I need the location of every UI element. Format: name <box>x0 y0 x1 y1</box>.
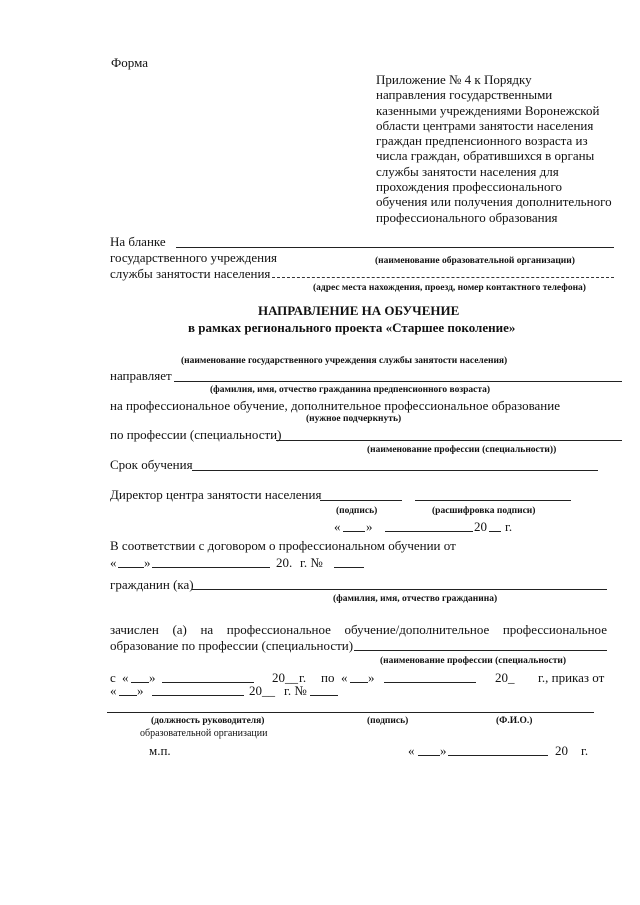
citizen-fio-line[interactable] <box>192 589 607 590</box>
form-label: Форма <box>111 55 148 70</box>
footer-month-line[interactable] <box>448 755 548 756</box>
order-day-line[interactable] <box>119 695 137 696</box>
period-from-close: » <box>149 670 156 685</box>
appendix-line: Приложение № 4 к Порядку <box>376 72 532 87</box>
director-signature-line[interactable] <box>320 500 402 501</box>
order-num-label: г. № <box>284 683 307 698</box>
footer-date-close: » <box>440 743 447 758</box>
profession-label: по профессии (специальности) <box>110 427 282 442</box>
appendix-line: казенными учреждениями Воронежской <box>376 102 600 118</box>
director-year-line[interactable] <box>489 531 501 532</box>
director-date-close: » <box>366 519 373 534</box>
institution-hint: (наименование государственного учреждения службы занятости населения) <box>181 356 508 366</box>
contract-year: 20. <box>276 555 293 570</box>
term-line[interactable] <box>192 470 598 471</box>
signature-decode-hint: (расшифровка подписи) <box>432 506 536 516</box>
org-name-line[interactable] <box>176 247 614 248</box>
appendix-line: прохождения профессионального <box>376 179 563 195</box>
period-to-close: » <box>368 670 375 685</box>
period-from-month-line[interactable] <box>162 682 254 683</box>
director-name-line[interactable] <box>415 500 571 501</box>
appendix-block <box>376 72 626 225</box>
contract-date-close: » <box>144 555 151 570</box>
period-from-year: 20__ <box>272 670 298 685</box>
appendix-line: граждан предпенсионного возраста из <box>376 133 588 149</box>
profession-hint-2: (наименование профессии (специальности) <box>380 656 567 666</box>
document-title: НАПРАВЛЕНИЕ НА ОБУЧЕНИЕ <box>258 303 460 318</box>
address-line[interactable] <box>272 277 614 278</box>
enrolled-word: профессиональное <box>502 622 607 637</box>
period-to-label: по <box>321 670 335 685</box>
footer-signature-hint: (подпись) <box>367 716 409 726</box>
director-date-open: « <box>334 519 341 534</box>
enrolled-word: на <box>200 622 214 637</box>
profession-hint: (наименование профессии (специальности)) <box>367 445 557 455</box>
citizen-name-line[interactable] <box>174 381 622 382</box>
address-hint: (адрес места нахождения, проезд, номер контактного телефона) <box>313 283 586 293</box>
stamp-label: м.п. <box>149 743 171 758</box>
enrolled-profession-line[interactable] <box>354 650 607 651</box>
order-year: 20__ <box>249 683 275 698</box>
blank-label-line2: государственного учреждения <box>110 250 278 265</box>
citizen-hint: (фамилия, имя, отчество гражданина предпенсионного возраста) <box>210 385 491 395</box>
footer-date-open: « <box>408 743 415 758</box>
fio-hint: (Ф.И.О.) <box>496 716 533 726</box>
period-to-open: « <box>341 670 348 685</box>
appendix-line: службы занятости населения для <box>376 163 559 179</box>
footer-day-line[interactable] <box>418 755 440 756</box>
contract-date-open: « <box>110 555 117 570</box>
position-hint-line1: (должность руководителя) <box>151 716 265 726</box>
period-to-month-line[interactable] <box>384 682 476 683</box>
footer-signature-line[interactable] <box>107 712 594 713</box>
enrolled-word: (а) <box>172 622 187 637</box>
contract-text: В соответствии с договором о профессиональном обучении от <box>110 538 456 553</box>
director-year-suffix: г. <box>505 519 513 534</box>
enrolled-word: обучение/дополнительное <box>344 622 490 637</box>
blank-label-line3: службы занятости населения <box>110 266 271 281</box>
blank-label-line1: На бланке <box>110 234 166 249</box>
period-to-day-line[interactable] <box>350 682 368 683</box>
sends-label: направляет <box>110 368 172 383</box>
contract-num-line[interactable] <box>334 567 364 568</box>
term-label: Срок обучения <box>110 457 193 472</box>
appendix-line: направления государственными <box>376 87 553 103</box>
order-label: г., приказ от <box>538 670 605 685</box>
period-to-year: 20_ <box>495 670 515 685</box>
director-year: 20 <box>474 519 487 534</box>
training-type: на профессиональное обучение, дополнительное профессиональное образование <box>110 398 560 413</box>
footer-year-suffix: г. <box>581 743 589 758</box>
order-date-open: « <box>110 683 117 698</box>
contract-month-line[interactable] <box>152 567 270 568</box>
order-month-line[interactable] <box>152 695 244 696</box>
citizen-fio-hint: (фамилия, имя, отчество гражданина) <box>333 594 498 604</box>
enrolled-line2: образование по профессии (специальности) <box>110 638 354 653</box>
appendix-line: обучения или получения дополнительного <box>376 194 612 210</box>
order-date-close: » <box>137 683 144 698</box>
contract-day-line[interactable] <box>118 567 144 568</box>
underline-hint: (нужное подчеркнуть) <box>306 414 402 424</box>
contract-num-label: г. № <box>300 555 323 570</box>
order-num-line[interactable] <box>310 695 338 696</box>
enrolled-line <box>110 622 607 638</box>
enrolled-word: профессиональное <box>226 622 331 637</box>
director-label: Директор центра занятости населения <box>110 487 322 502</box>
appendix-line: профессионального образования <box>376 209 558 225</box>
citizen-label: гражданин (ка) <box>110 577 194 592</box>
appendix-line: области центрами занятости населения <box>376 117 594 133</box>
period-from-open: « <box>122 670 129 685</box>
enrolled-word: зачислен <box>110 622 159 637</box>
document-subtitle: в рамках регионального проекта «Старшее поколение» <box>188 320 516 335</box>
position-hint-line2: образовательной организации <box>140 728 268 739</box>
profession-line[interactable] <box>276 440 622 441</box>
period-from-label: с <box>110 670 116 685</box>
signature-hint: (подпись) <box>336 506 378 516</box>
period-from-year-suffix: г. <box>299 670 307 685</box>
footer-year: 20 <box>555 743 568 758</box>
appendix-line: числа граждан, обратившихся в органы <box>376 148 595 164</box>
org-name-hint: (наименование образовательной организации) <box>375 256 575 266</box>
director-month-line[interactable] <box>385 531 473 532</box>
director-day-line[interactable] <box>343 531 365 532</box>
